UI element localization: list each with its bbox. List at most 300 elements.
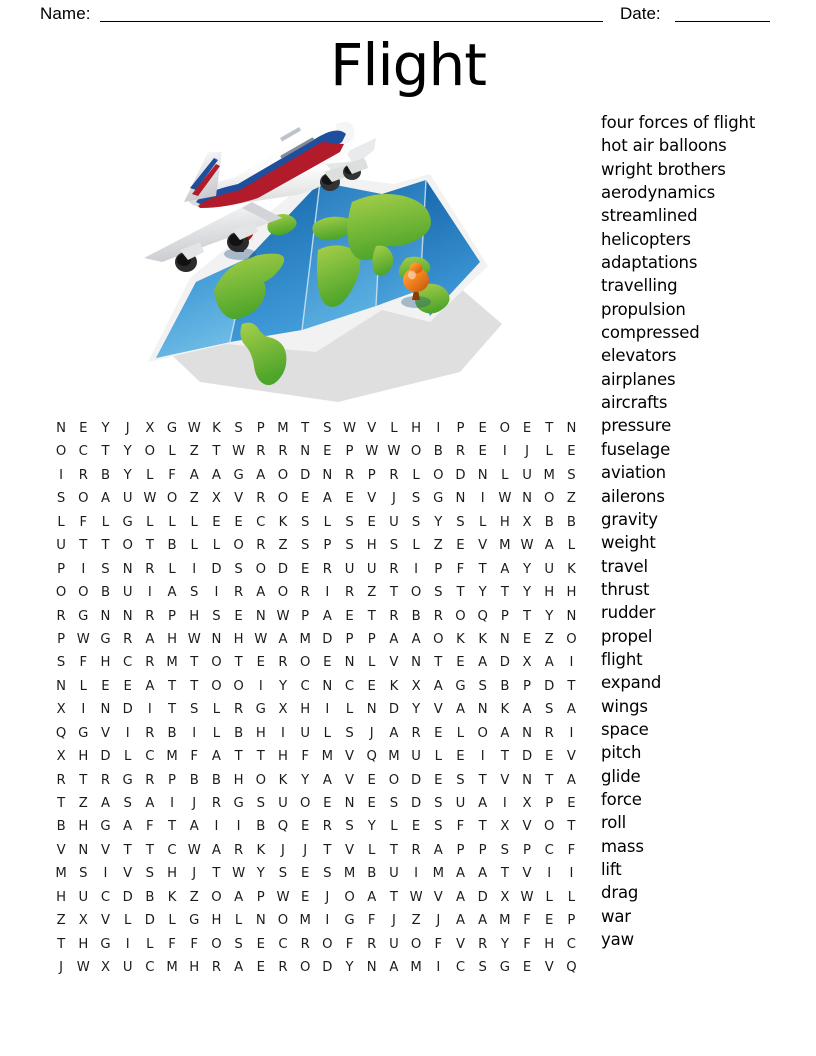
grid-cell[interactable]: F — [190, 936, 199, 952]
grid-cell[interactable]: U — [389, 866, 399, 882]
grid-cell[interactable]: D — [300, 467, 311, 483]
grid-cell[interactable]: S — [123, 796, 132, 811]
grid-cell[interactable]: O — [55, 444, 67, 460]
grid-cell[interactable]: R — [145, 608, 155, 624]
grid-cell[interactable]: E — [323, 655, 332, 671]
grid-cell[interactable]: I — [281, 725, 285, 741]
grid-cell[interactable]: F — [523, 936, 531, 952]
word-list-item[interactable]: travelling — [601, 276, 678, 296]
grid-cell[interactable]: N — [499, 631, 510, 647]
grid-cell[interactable]: C — [256, 514, 266, 530]
grid-cell[interactable]: E — [367, 772, 376, 788]
grid-cell[interactable]: T — [367, 608, 376, 624]
word-list-item[interactable]: drag — [601, 883, 639, 903]
grid-cell[interactable]: Y — [123, 444, 132, 460]
grid-cell[interactable]: W — [187, 631, 201, 647]
grid-cell[interactable]: L — [456, 725, 465, 741]
grid-cell[interactable]: G — [78, 608, 89, 624]
grid-cell[interactable]: A — [544, 655, 554, 671]
grid-cell[interactable]: Z — [189, 889, 199, 905]
grid-cell[interactable]: H — [544, 585, 555, 601]
grid-cell[interactable]: I — [480, 749, 485, 765]
grid-cell[interactable]: A — [145, 796, 155, 811]
grid-cell[interactable]: R — [234, 702, 244, 718]
grid-cell[interactable]: P — [345, 444, 354, 460]
grid-cell[interactable]: S — [323, 866, 332, 882]
grid-cell[interactable]: S — [300, 538, 310, 554]
grid-cell[interactable]: S — [345, 514, 354, 530]
grid-cell[interactable]: I — [547, 866, 552, 882]
grid-cell[interactable]: A — [566, 772, 576, 788]
grid-cell[interactable]: T — [301, 421, 310, 436]
grid-cell[interactable]: R — [78, 467, 88, 483]
grid-cell[interactable]: L — [390, 421, 398, 436]
grid-cell[interactable]: P — [168, 608, 176, 624]
grid-cell[interactable]: Q — [477, 608, 488, 624]
grid-cell[interactable]: N — [566, 608, 577, 624]
grid-cell[interactable]: S — [145, 866, 155, 882]
grid-cell[interactable]: O — [211, 678, 222, 694]
word-list-item[interactable]: aviation — [601, 463, 666, 483]
grid-cell[interactable]: Z — [278, 538, 288, 554]
grid-cell[interactable]: S — [389, 538, 399, 554]
grid-cell[interactable]: T — [79, 772, 88, 788]
grid-cell[interactable]: N — [522, 772, 532, 788]
grid-cell[interactable]: S — [234, 561, 243, 577]
grid-cell[interactable]: A — [123, 819, 133, 835]
grid-cell[interactable]: A — [211, 842, 221, 858]
grid-cell[interactable]: I — [325, 702, 330, 718]
grid-cell[interactable]: Z — [189, 444, 199, 460]
grid-cell[interactable]: I — [214, 819, 219, 835]
grid-cell[interactable]: F — [301, 749, 309, 765]
grid-cell[interactable]: B — [256, 819, 266, 835]
grid-cell[interactable]: O — [299, 655, 311, 671]
grid-cell[interactable]: E — [234, 514, 243, 530]
grid-cell[interactable]: R — [389, 467, 399, 483]
grid-cell[interactable]: A — [189, 819, 199, 835]
grid-cell[interactable]: X — [100, 960, 110, 976]
grid-cell[interactable]: S — [434, 819, 443, 835]
grid-cell[interactable]: C — [278, 936, 288, 952]
grid-cell[interactable]: E — [256, 655, 265, 671]
grid-cell[interactable]: A — [389, 725, 399, 741]
grid-cell[interactable]: H — [233, 772, 244, 788]
grid-cell[interactable]: J — [525, 444, 529, 460]
grid-cell[interactable]: C — [145, 749, 155, 765]
grid-cell[interactable]: X — [56, 749, 66, 765]
grid-cell[interactable]: L — [79, 678, 87, 694]
grid-cell[interactable]: D — [499, 655, 510, 671]
grid-cell[interactable]: A — [455, 702, 465, 718]
grid-cell[interactable]: T — [212, 866, 221, 882]
grid-cell[interactable]: R — [344, 585, 355, 601]
grid-cell[interactable]: E — [300, 866, 310, 882]
grid-cell[interactable]: U — [366, 561, 377, 577]
grid-cell[interactable]: E — [323, 444, 332, 460]
grid-cell[interactable]: D — [322, 960, 333, 976]
grid-cell[interactable]: X — [56, 702, 66, 718]
grid-cell[interactable]: E — [367, 796, 376, 811]
date-input-blank[interactable] — [675, 21, 770, 22]
grid-cell[interactable]: E — [456, 749, 465, 765]
grid-cell[interactable]: H — [211, 913, 222, 929]
grid-cell[interactable]: A — [234, 960, 244, 976]
grid-cell[interactable]: O — [410, 936, 422, 952]
grid-cell[interactable]: P — [57, 561, 66, 577]
grid-cell[interactable]: C — [78, 444, 88, 460]
grid-cell[interactable]: A — [544, 538, 554, 554]
grid-cell[interactable]: Z — [367, 585, 377, 601]
grid-cell[interactable]: V — [566, 749, 576, 765]
grid-cell[interactable]: S — [278, 866, 288, 882]
grid-cell[interactable]: F — [168, 936, 176, 952]
grid-cell[interactable]: T — [234, 749, 243, 765]
grid-cell[interactable]: O — [477, 725, 488, 741]
grid-cell[interactable]: L — [545, 444, 553, 460]
grid-cell[interactable]: L — [146, 936, 154, 952]
grid-cell[interactable]: T — [101, 444, 110, 460]
grid-cell[interactable]: N — [344, 796, 355, 811]
grid-cell[interactable]: W — [276, 889, 290, 905]
grid-cell[interactable]: V — [433, 889, 443, 905]
grid-cell[interactable]: I — [502, 796, 507, 811]
grid-cell[interactable]: N — [522, 491, 532, 507]
grid-cell[interactable]: J — [391, 913, 396, 929]
grid-cell[interactable]: A — [278, 631, 288, 647]
grid-cell[interactable]: E — [367, 514, 376, 530]
grid-cell[interactable]: O — [211, 889, 222, 905]
grid-cell[interactable]: K — [278, 772, 288, 788]
grid-cell[interactable]: A — [145, 678, 155, 694]
word-list-item[interactable]: gravity — [601, 509, 658, 529]
grid-cell[interactable]: J — [303, 842, 308, 858]
grid-cell[interactable]: L — [323, 725, 332, 741]
grid-cell[interactable]: H — [499, 514, 510, 530]
grid-cell[interactable]: G — [433, 491, 444, 507]
grid-cell[interactable]: L — [234, 913, 243, 929]
word-list-item[interactable]: helicopters — [601, 229, 691, 249]
grid-cell[interactable]: A — [100, 491, 110, 507]
grid-cell[interactable]: A — [256, 467, 266, 483]
grid-cell[interactable]: S — [234, 936, 243, 952]
grid-cell[interactable]: N — [78, 842, 89, 858]
word-list-item[interactable]: travel — [601, 556, 648, 576]
grid-cell[interactable]: O — [388, 772, 400, 788]
grid-cell[interactable]: R — [145, 772, 155, 788]
grid-cell[interactable]: P — [478, 842, 487, 858]
grid-cell[interactable]: J — [391, 491, 396, 507]
grid-cell[interactable]: B — [500, 678, 510, 694]
grid-cell[interactable]: G — [100, 819, 111, 835]
grid-cell[interactable]: T — [168, 819, 177, 835]
grid-cell[interactable]: E — [567, 444, 576, 460]
grid-cell[interactable]: M — [55, 866, 67, 882]
grid-cell[interactable]: G — [499, 960, 510, 976]
grid-cell[interactable]: T — [79, 538, 88, 554]
grid-cell[interactable]: I — [236, 819, 241, 835]
grid-cell[interactable]: T — [57, 936, 66, 952]
grid-cell[interactable]: W — [254, 631, 268, 647]
grid-cell[interactable]: S — [345, 538, 354, 554]
grid-cell[interactable]: R — [455, 444, 466, 460]
grid-cell[interactable]: R — [234, 842, 244, 858]
grid-cell[interactable]: L — [123, 913, 132, 929]
grid-cell[interactable]: E — [345, 608, 354, 624]
word-list-item[interactable]: flight — [601, 649, 643, 669]
grid-cell[interactable]: M — [166, 749, 178, 765]
grid-cell[interactable]: P — [523, 678, 531, 694]
grid-cell[interactable]: A — [455, 889, 465, 905]
grid-cell[interactable]: E — [434, 725, 443, 741]
grid-cell[interactable]: L — [212, 702, 221, 718]
grid-cell[interactable]: E — [345, 491, 354, 507]
grid-cell[interactable]: R — [544, 725, 554, 741]
grid-cell[interactable]: U — [522, 467, 532, 483]
grid-cell[interactable]: O — [78, 491, 89, 507]
grid-cell[interactable]: K — [278, 514, 288, 530]
grid-cell[interactable]: R — [322, 561, 332, 577]
grid-cell[interactable]: N — [322, 467, 333, 483]
grid-cell[interactable]: O — [277, 491, 289, 507]
grid-cell[interactable]: O — [55, 585, 67, 601]
grid-cell[interactable]: N — [522, 725, 532, 741]
word-list-item[interactable]: airplanes — [601, 369, 676, 389]
grid-cell[interactable]: A — [322, 491, 332, 507]
grid-cell[interactable]: B — [189, 772, 199, 788]
grid-cell[interactable]: F — [523, 913, 531, 929]
grid-cell[interactable]: X — [522, 655, 532, 671]
grid-cell[interactable]: S — [79, 866, 88, 882]
grid-cell[interactable]: K — [567, 561, 576, 577]
grid-cell[interactable]: P — [567, 913, 576, 929]
grid-cell[interactable]: R — [278, 444, 288, 460]
grid-cell[interactable]: V — [56, 842, 66, 858]
grid-cell[interactable]: S — [234, 421, 243, 436]
grid-cell[interactable]: S — [478, 678, 487, 694]
grid-cell[interactable]: N — [455, 491, 466, 507]
grid-cell[interactable]: O — [299, 960, 311, 976]
grid-cell[interactable]: K — [500, 702, 510, 718]
grid-cell[interactable]: V — [100, 913, 110, 929]
grid-cell[interactable]: L — [168, 913, 176, 929]
grid-cell[interactable]: V — [367, 491, 377, 507]
grid-cell[interactable]: C — [145, 960, 155, 976]
grid-cell[interactable]: A — [455, 913, 465, 929]
grid-cell[interactable]: P — [256, 889, 265, 905]
word-list-item[interactable]: ailerons — [601, 486, 665, 506]
grid-cell[interactable]: J — [125, 421, 130, 436]
grid-cell[interactable]: Z — [433, 538, 443, 554]
grid-cell[interactable]: O — [233, 538, 244, 554]
grid-cell[interactable]: L — [190, 514, 198, 530]
grid-cell[interactable]: F — [190, 749, 199, 765]
grid-cell[interactable]: U — [411, 749, 421, 765]
grid-cell[interactable]: U — [455, 796, 466, 811]
grid-cell[interactable]: R — [300, 936, 310, 952]
grid-cell[interactable]: H — [300, 702, 311, 718]
grid-cell[interactable]: I — [436, 960, 441, 976]
grid-cell[interactable]: I — [103, 866, 108, 882]
grid-cell[interactable]: G — [255, 702, 266, 718]
grid-cell[interactable]: T — [190, 655, 199, 671]
grid-cell[interactable]: M — [499, 913, 511, 929]
grid-cell[interactable]: A — [322, 608, 332, 624]
grid-cell[interactable]: E — [411, 819, 421, 835]
grid-cell[interactable]: G — [233, 796, 244, 811]
grid-cell[interactable]: O — [410, 585, 422, 601]
grid-cell[interactable]: W — [187, 842, 201, 858]
grid-cell[interactable]: A — [455, 866, 465, 882]
grid-cell[interactable]: R — [344, 467, 355, 483]
grid-cell[interactable]: L — [345, 702, 354, 718]
grid-cell[interactable]: O — [499, 421, 511, 436]
grid-cell[interactable]: O — [255, 561, 266, 577]
grid-cell[interactable]: A — [389, 960, 399, 976]
grid-cell[interactable]: N — [100, 608, 111, 624]
grid-cell[interactable]: N — [255, 608, 266, 624]
grid-cell[interactable]: N — [344, 655, 355, 671]
grid-cell[interactable]: I — [436, 421, 441, 436]
grid-cell[interactable]: O — [322, 936, 333, 952]
grid-cell[interactable]: H — [411, 421, 422, 436]
grid-cell[interactable]: G — [344, 913, 355, 929]
grid-cell[interactable]: Y — [500, 936, 509, 952]
grid-cell[interactable]: S — [500, 842, 510, 858]
grid-cell[interactable]: P — [168, 772, 176, 788]
grid-cell[interactable]: D — [144, 913, 155, 929]
grid-cell[interactable]: E — [123, 678, 132, 694]
grid-cell[interactable]: L — [545, 889, 553, 905]
grid-cell[interactable]: R — [56, 608, 66, 624]
grid-cell[interactable]: W — [76, 631, 90, 647]
grid-cell[interactable]: Q — [566, 960, 577, 976]
grid-cell[interactable]: V — [433, 702, 443, 718]
grid-cell[interactable]: Y — [345, 960, 354, 976]
grid-cell[interactable]: E — [256, 936, 265, 952]
grid-cell[interactable]: E — [478, 421, 487, 436]
grid-cell[interactable]: A — [522, 702, 532, 718]
grid-cell[interactable]: T — [567, 678, 576, 694]
grid-cell[interactable]: L — [123, 749, 132, 765]
grid-cell[interactable]: T — [145, 538, 154, 554]
grid-cell[interactable]: D — [100, 749, 111, 765]
grid-cell[interactable]: T — [478, 772, 487, 788]
grid-cell[interactable]: U — [389, 514, 399, 530]
grid-cell[interactable]: A — [566, 702, 576, 718]
grid-cell[interactable]: T — [478, 561, 487, 577]
grid-cell[interactable]: W — [498, 491, 512, 507]
grid-cell[interactable]: S — [56, 655, 66, 671]
grid-cell[interactable]: S — [345, 725, 354, 741]
grid-cell[interactable]: Y — [101, 421, 110, 436]
word-list-item[interactable]: roll — [601, 813, 627, 833]
grid-cell[interactable]: S — [411, 514, 421, 530]
grid-cell[interactable]: M — [388, 749, 400, 765]
grid-cell[interactable]: F — [345, 936, 354, 952]
grid-cell[interactable]: A — [234, 889, 244, 905]
word-list-item[interactable]: pressure — [601, 416, 672, 436]
grid-cell[interactable]: P — [367, 467, 376, 483]
word-list-item[interactable]: aircrafts — [601, 393, 668, 413]
grid-cell[interactable]: R — [56, 772, 66, 788]
grid-cell[interactable]: W — [76, 960, 90, 976]
grid-cell[interactable]: L — [168, 444, 176, 460]
grid-cell[interactable]: L — [212, 538, 221, 554]
grid-cell[interactable]: A — [167, 585, 177, 601]
grid-cell[interactable]: Z — [189, 491, 199, 507]
grid-cell[interactable]: O — [455, 608, 466, 624]
grid-cell[interactable]: T — [212, 444, 221, 460]
grid-cell[interactable]: L — [146, 467, 154, 483]
grid-cell[interactable]: N — [300, 444, 311, 460]
grid-cell[interactable]: T — [456, 585, 465, 601]
grid-cell[interactable]: A — [411, 631, 421, 647]
grid-cell[interactable]: S — [101, 561, 110, 577]
grid-cell[interactable]: M — [432, 866, 444, 882]
grid-cell[interactable]: A — [433, 842, 443, 858]
grid-cell[interactable]: Y — [367, 819, 376, 835]
word-list-item[interactable]: thrust — [601, 579, 650, 599]
grid-cell[interactable]: S — [56, 491, 66, 507]
grid-cell[interactable]: I — [414, 561, 419, 577]
grid-cell[interactable]: Y — [478, 585, 487, 601]
grid-cell[interactable]: Q — [277, 819, 289, 835]
grid-cell[interactable]: N — [56, 421, 67, 436]
grid-cell[interactable]: Z — [411, 913, 421, 929]
grid-cell[interactable]: X — [522, 796, 532, 811]
grid-cell[interactable]: E — [323, 796, 332, 811]
grid-cell[interactable]: I — [81, 561, 86, 577]
grid-cell[interactable]: K — [456, 631, 465, 647]
word-list-item[interactable]: streamlined — [601, 206, 698, 226]
grid-cell[interactable]: T — [500, 749, 509, 765]
grid-cell[interactable]: S — [456, 514, 465, 530]
grid-cell[interactable]: X — [145, 421, 155, 436]
grid-cell[interactable]: J — [281, 842, 285, 858]
grid-cell[interactable]: G — [189, 913, 200, 929]
grid-cell[interactable]: T — [57, 796, 66, 811]
grid-cell[interactable]: O — [410, 444, 422, 460]
grid-cell[interactable]: R — [367, 936, 377, 952]
grid-cell[interactable]: R — [234, 585, 244, 601]
grid-cell[interactable]: A — [500, 561, 510, 577]
grid-cell[interactable]: X — [411, 678, 421, 694]
grid-cell[interactable]: E — [367, 678, 376, 694]
grid-cell[interactable]: H — [78, 936, 89, 952]
grid-cell[interactable]: H — [544, 936, 555, 952]
grid-cell[interactable]: D — [544, 678, 555, 694]
grid-cell[interactable]: Y — [523, 585, 532, 601]
grid-cell[interactable]: G — [78, 725, 89, 741]
grid-cell[interactable]: B — [145, 889, 155, 905]
word-list-item[interactable]: propulsion — [601, 299, 686, 319]
grid-cell[interactable]: B — [211, 772, 221, 788]
grid-cell[interactable]: Y — [523, 561, 532, 577]
grid-cell[interactable]: D — [122, 889, 133, 905]
grid-cell[interactable]: T — [434, 655, 443, 671]
word-list-item[interactable]: adaptations — [601, 253, 698, 273]
grid-cell[interactable]: C — [100, 889, 111, 905]
grid-cell[interactable]: E — [545, 913, 554, 929]
grid-cell[interactable]: I — [125, 936, 130, 952]
grid-cell[interactable]: I — [414, 866, 419, 882]
grid-cell[interactable]: B — [566, 514, 576, 530]
grid-cell[interactable]: P — [434, 561, 443, 577]
grid-cell[interactable]: S — [545, 702, 554, 718]
grid-cell[interactable]: I — [170, 796, 174, 811]
grid-cell[interactable]: K — [389, 678, 399, 694]
